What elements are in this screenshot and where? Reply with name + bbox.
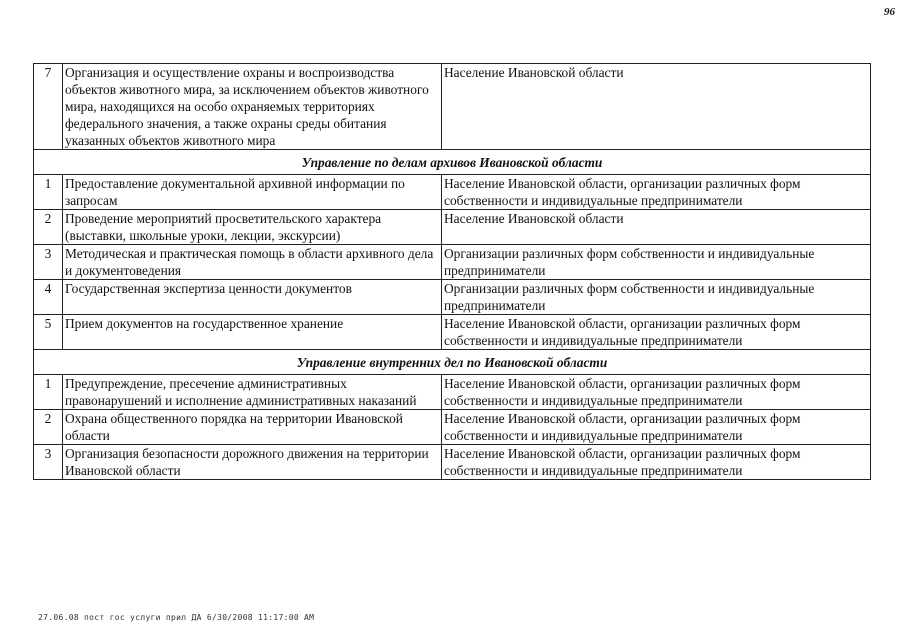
service-name: Предоставление документальной архивной информации по запросам — [63, 175, 442, 210]
footer-text: 27.06.08 пост гос услуги прил ДА 6/30/2008 11:17:00 AM — [38, 613, 315, 622]
table-row — [34, 410, 871, 445]
table-row — [34, 175, 871, 210]
row-number: 7 — [34, 64, 63, 150]
row-number: 4 — [34, 280, 63, 315]
table-row — [34, 445, 871, 480]
service-name: Прием документов на государственное хранение — [63, 315, 442, 350]
service-recipients: Организации различных форм собственности и индивидуальные предприниматели — [442, 280, 871, 315]
service-recipients: Население Ивановской области, организации различных форм собственности и индивидуальные предприниматели — [442, 410, 871, 445]
row-number: 1 — [34, 175, 63, 210]
service-recipients: Население Ивановской области, организации различных форм собственности и индивидуальные предприниматели — [442, 315, 871, 350]
service-recipients: Население Ивановской области — [442, 210, 871, 245]
service-recipients: Население Ивановской области, организации различных форм собственности и индивидуальные предприниматели — [442, 445, 871, 480]
section-title: Управление внутренних дел по Ивановской области — [34, 350, 871, 375]
service-name: Методическая и практическая помощь в области архивного дела и документоведения — [63, 245, 442, 280]
service-name: Государственная экспертиза ценности документов — [63, 280, 442, 315]
row-number: 1 — [34, 375, 63, 410]
service-name: Предупреждение, пресечение административных правонарушений и исполнение административных наказаний — [63, 375, 442, 410]
section-header — [34, 150, 871, 175]
service-recipients: Организации различных форм собственности и индивидуальные предприниматели — [442, 245, 871, 280]
row-number: 3 — [34, 245, 63, 280]
table-row — [34, 210, 871, 245]
table-row — [34, 64, 871, 150]
table-row — [34, 280, 871, 315]
row-number: 5 — [34, 315, 63, 350]
service-name: Организация и осуществление охраны и воспроизводства объектов животного мира, за исключением объектов животного мира, находящихся на особо охраняемых территориях федерального значения, а также охраны среды обитания указанных объектов животного мира — [63, 64, 442, 150]
section-header — [34, 350, 871, 375]
row-number: 2 — [34, 410, 63, 445]
table-row — [34, 315, 871, 350]
table-row — [34, 245, 871, 280]
row-number: 3 — [34, 445, 63, 480]
page-number: 96 — [884, 6, 895, 18]
service-name: Проведение мероприятий просветительского характера (выставки, школьные уроки, лекции, экскурсии) — [63, 210, 442, 245]
services-table — [33, 63, 871, 480]
table-row — [34, 375, 871, 410]
section-title: Управление по делам архивов Ивановской области — [34, 150, 871, 175]
service-recipients: Население Ивановской области, организации различных форм собственности и индивидуальные предприниматели — [442, 375, 871, 410]
service-name: Охрана общественного порядка на территории Ивановской области — [63, 410, 442, 445]
service-recipients: Население Ивановской области, организации различных форм собственности и индивидуальные предприниматели — [442, 175, 871, 210]
service-recipients: Население Ивановской области — [442, 64, 871, 150]
row-number: 2 — [34, 210, 63, 245]
service-name: Организация безопасности дорожного движения на территории Ивановской области — [63, 445, 442, 480]
